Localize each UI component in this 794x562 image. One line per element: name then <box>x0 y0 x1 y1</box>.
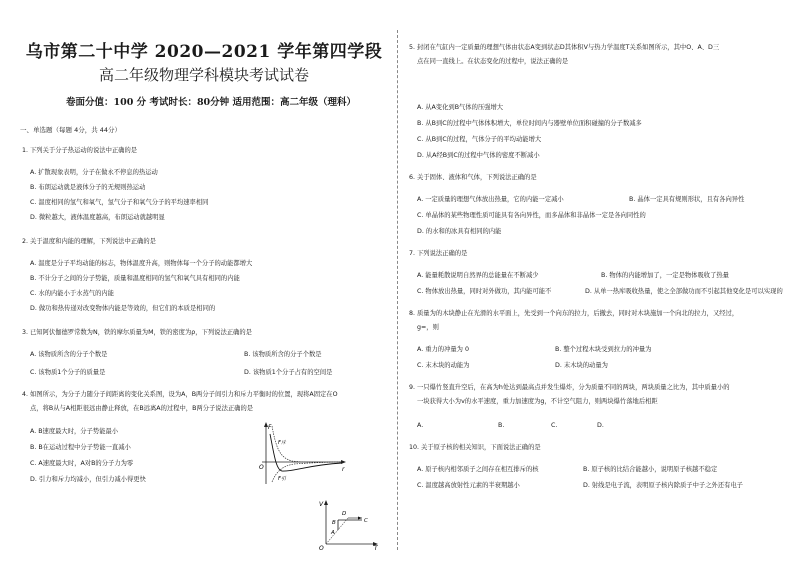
q3-option-a[interactable]: A. 该物质所含的分子个数是 <box>30 351 108 358</box>
point-a-label: A <box>331 530 335 536</box>
q7-option-c[interactable]: C. 物体放出热量，同时对外做功，其内能可能不 <box>417 288 552 295</box>
exam-title: 乌市第二十中学 2020—2021 学年第四学段 <box>25 42 383 62</box>
q4-option-a[interactable]: A. B速度最大时，分子势能最小 <box>30 428 119 435</box>
q2-option-b[interactable]: B. 不计分子之间的分子势能，质量和温度相同的氢气和氧气具有相同的内能 <box>30 275 240 282</box>
q9-option-c[interactable]: C. <box>551 422 558 429</box>
q6-option-d[interactable]: D. 的水和的冰具有相同的内能 <box>417 228 502 235</box>
t-axis-label: T <box>374 545 378 550</box>
q3-stem: 3. 已知阿伏伽德罗常数为N，铁的摩尔质量为M，铁的密度为ρ，下列说法正确的是 <box>22 329 252 336</box>
q8-option-d[interactable]: D. 末木块的动量为 <box>555 362 608 369</box>
q7-stem: 7. 下列说法正确的是 <box>409 250 468 257</box>
q6-option-a[interactable]: A. 一定质量的理想气体放出热量，它的内能一定减小 <box>417 196 564 203</box>
q1-option-b[interactable]: B. 布朗运动就是液体分子的无规则热运动 <box>30 184 146 191</box>
exam-meta: 卷面分值：100 分 考试时长：80分钟 适用范围：高二年级（理科） <box>66 97 356 108</box>
origin-ray <box>326 518 348 544</box>
q4-stem-line1: 4. 如图所示，为分子力随分子间距离的变化关系图，设为A，B两分子间引力和斥力平衡时的位置，现将A固定在O <box>22 391 338 398</box>
q5-option-a[interactable]: A. 从A变化到B气体的压强增大 <box>417 104 504 111</box>
q7-option-a[interactable]: A. 能量耗散说明自然界的总能量在不断减少 <box>417 272 539 279</box>
q8-option-c[interactable]: C. 末木块的动能为 <box>417 362 470 369</box>
attractive-label: F引 <box>278 476 286 482</box>
force-distance-figure <box>258 420 348 488</box>
section-heading: 一、单选题（每题 4分，共 44分） <box>20 126 122 134</box>
q1-option-a[interactable]: A. 扩散现象表明，分子在做永不停息的热运动 <box>30 169 158 176</box>
q9-option-b[interactable]: B. <box>498 422 505 429</box>
q8-stem-line2: g=，则 <box>417 324 439 331</box>
q3-option-d[interactable]: D. 该物质1个分子占有的空间是 <box>244 369 333 376</box>
q4-option-d[interactable]: D. 引力和斥力均减小，但引力减小得更快 <box>30 476 146 483</box>
q3-option-c[interactable]: C. 该物质1个分子的质量是 <box>30 369 106 376</box>
column-divider <box>397 30 398 550</box>
f-axis-label: F <box>268 424 272 431</box>
q1-option-c[interactable]: C. 温度相同的氢气和氧气，氢气分子和氧气分子的平均速率相同 <box>30 199 209 206</box>
q2-option-c[interactable]: C. 水的内能小于水蒸气的内能 <box>30 290 114 297</box>
r-axis-label: r <box>342 466 345 473</box>
exam-subtitle: 高二年级物理学科模块考试试卷 <box>98 66 309 84</box>
v-axis-label: V <box>319 501 324 508</box>
q10-option-a[interactable]: A. 原子核内相邻质子之间存在相互排斥的核 <box>417 466 539 473</box>
q9-stem-line2: 一块获得大小为v的水平速度，重力加速度为g，不计空气阻力，则两块爆竹落地后相距 <box>417 398 658 405</box>
q3-option-b[interactable]: B. 该物质所含的分子个数是 <box>244 351 322 358</box>
q10-option-c[interactable]: C. 温度越高放射性元素的半衰期越小 <box>417 482 520 489</box>
q1-stem: 1. 下列关于分子热运动的说法中正确的是 <box>22 147 138 154</box>
q10-option-d[interactable]: D. 射线是电子流，表明原子核内除质子中子之外还有电子 <box>583 482 743 489</box>
point-b-label: B <box>332 520 336 526</box>
repulsive-label: F斥 <box>278 440 286 446</box>
q7-option-d[interactable]: D. 从单一热库吸收热量，使之全部做功而不引起其他变化是可以实现的 <box>585 288 783 295</box>
q9-option-d[interactable]: D. <box>597 422 604 429</box>
q7-option-b[interactable]: B. 物体的内能增加了，一定是物体吸收了热量 <box>601 272 729 279</box>
q8-option-b[interactable]: B. 整个过程木块受到拉力的冲量为 <box>555 346 652 353</box>
q5-option-b[interactable]: B. 从B到C的过程中气体体积增大，单位时间内与器壁单位面积碰撞的分子数减多 <box>417 120 642 127</box>
arrow-to-c <box>358 517 362 520</box>
q9-stem-line1: 9. 一只爆竹竖直升空后，在高为h处达到最高点并发生爆炸，分为质量不同的两块，两块质量之比为，其中质量小的 <box>409 384 730 391</box>
point-d-label: D <box>342 511 347 517</box>
q6-option-b[interactable]: B. 晶体一定具有规则形状，且有各向异性 <box>629 196 745 203</box>
q6-stem: 6. 关于固体、液体和气体，下列说法正确的是 <box>409 174 537 181</box>
q1-option-d[interactable]: D. 微粒越大，液体温度越高，布朗运动就越明显 <box>30 214 165 221</box>
q2-option-d[interactable]: D. 做功和热传递对改变物体内能是等效的，但它们的本质是相同的 <box>30 305 216 312</box>
v-axis-arrow <box>324 500 328 505</box>
vt-origin-label: O <box>319 545 324 550</box>
q10-option-b[interactable]: B. 原子核的比结合能越小，说明原子核越不稳定 <box>583 466 718 473</box>
q2-stem: 2. 关于温度和内能的理解，下列说法中正确的是 <box>22 238 156 245</box>
q4-option-b[interactable]: B. B在运动过程中分子势能一直减小 <box>30 444 131 451</box>
q6-option-c[interactable]: C. 单晶体的某些物理性质可能具有各向异性，而多晶体和非晶体一定是各向同性的 <box>417 212 646 219</box>
q5-stem-line1: 5. 封闭在气缸内一定质量的理想气体由状态A变到状态D其体积V与热力学温度T关系如图所示，其中O、A、D三 <box>409 44 720 51</box>
q8-option-a[interactable]: A. 重力的冲量为 0 <box>417 346 469 353</box>
q4-stem-line2: 点，将B从与A相距很远由静止释放，在B远离A的过程中，B两分子说法正确的是 <box>30 405 254 412</box>
q5-option-c[interactable]: C. 从B到C的过程，气体分子的平均动能增大 <box>417 136 542 143</box>
origin-label: O <box>259 464 264 471</box>
q2-option-a[interactable]: A. 温度是分子平均动能的标志，物体温度升高，则物体每一个分子的动能都增大 <box>30 260 253 267</box>
volume-temperature-figure <box>318 498 380 550</box>
q4-option-c[interactable]: C. A速度最大时，A对B的分子力为零 <box>30 460 134 467</box>
q5-stem-line2: 点在同一直线上。在状态变化的过程中，说法正确的是 <box>417 58 569 65</box>
q8-stem-line1: 8. 质量为的木块静止在光滑的水平面上，先受到一个向东的拉力，后撤去，同时对木块施加一个向北的拉力，又经过， <box>409 310 739 317</box>
q10-stem: 10. 关于原子核的相关知识，下面说法正确的是 <box>409 444 541 451</box>
q5-option-d[interactable]: D. 从A经B到C的过程中气体的密度不断减小 <box>417 152 540 159</box>
q9-option-a[interactable]: A. <box>417 422 424 429</box>
point-c-label: C <box>364 518 368 524</box>
